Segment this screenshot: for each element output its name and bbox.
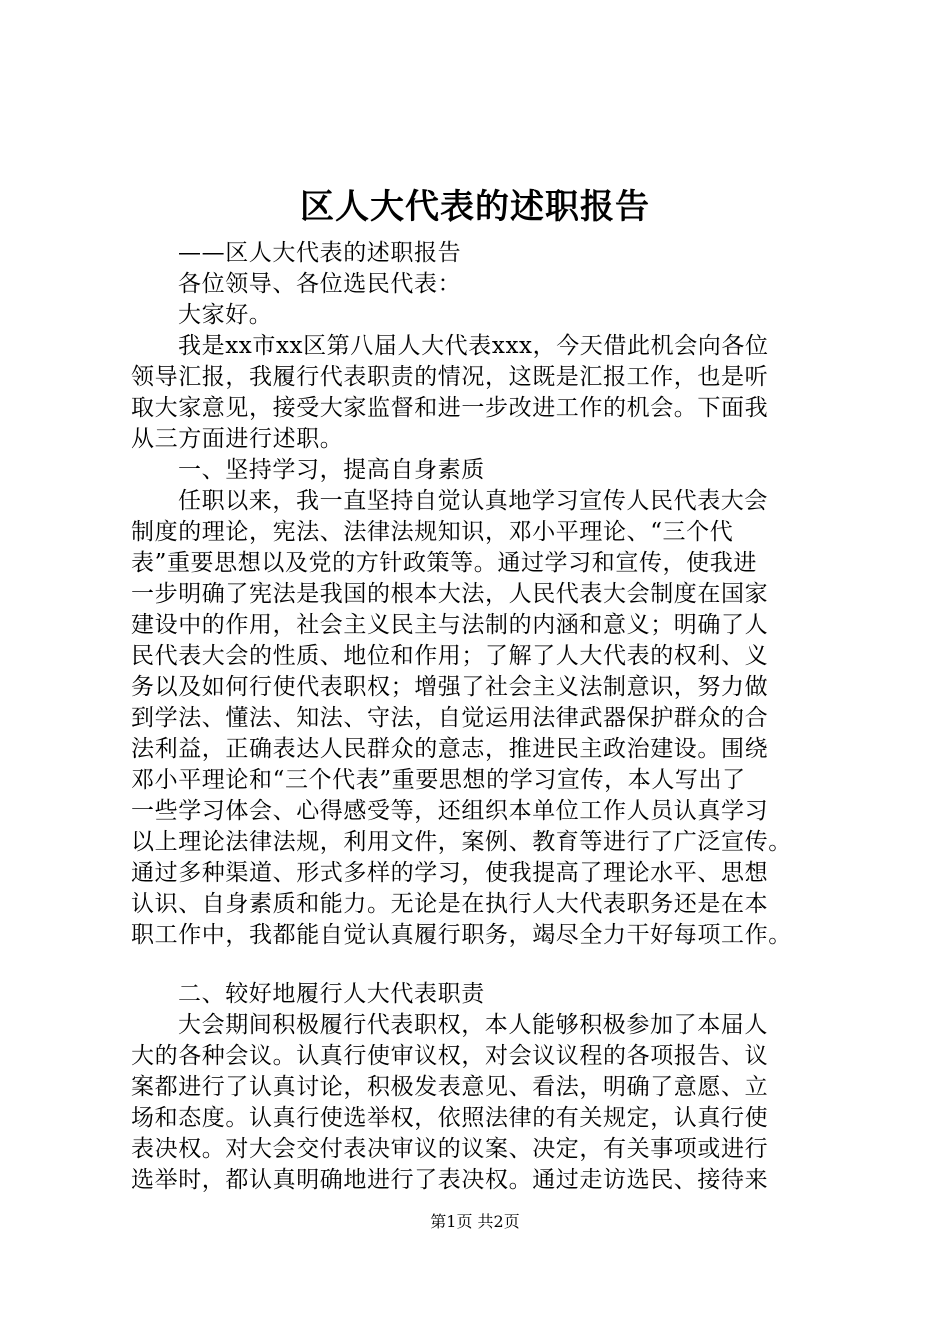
body-line: 认识、自身素质和能力。无论是在执行人大代表职务还是在本 xyxy=(131,891,769,917)
body-line: 取大家意见，接受大家监督和进一步改进工作的机会。下面我 xyxy=(131,395,769,421)
body-line: 一些学习体会、心得感受等，还组织本单位工作人员认真学习 xyxy=(131,798,769,824)
body-line: 法利益，正确表达人民群众的意志，推进民主政治建设。围绕 xyxy=(131,736,769,762)
body-line: 到学法、懂法、知法、守法，自觉运用法律武器保护群众的合 xyxy=(131,705,769,731)
body-line: 以上理论法律法规，利用文件，案例、教育等进行了广泛宣传。 xyxy=(131,829,792,855)
body-line: 建设中的作用，社会主义民主与法制的内涵和意义；明确了人 xyxy=(131,612,769,638)
body-line: 领导汇报，我履行代表职责的情况，这既是汇报工作，也是听 xyxy=(131,364,769,390)
document-title: 区人大代表的述职报告 xyxy=(300,187,650,227)
body-line: 任职以来，我一直坚持自觉认真地学习宣传人民代表大会 xyxy=(178,488,768,514)
section-heading: 一、坚持学习，提高自身素质 xyxy=(178,457,485,483)
greeting-line: 大家好。 xyxy=(178,302,273,328)
salutation-line: 各位领导、各位选民代表： xyxy=(178,271,462,297)
body-line: 表决权。对大会交付表决审议的议案、决定，有关事项或进行 xyxy=(131,1136,769,1162)
section-heading: 二、较好地履行人大代表职责 xyxy=(178,981,485,1007)
body-line: 通过多种渠道、形式多样的学习，使我提高了理论水平、思想 xyxy=(131,860,769,886)
body-line: 表”重要思想以及党的方针政策等。通过学习和宣传，使我进 xyxy=(131,550,757,576)
body-line: 制度的理论，宪法、法律法规知识，邓小平理论、“三个代 xyxy=(131,519,734,545)
subtitle-line: ——区人大代表的述职报告 xyxy=(178,240,462,266)
body-line: 大的各种会议。认真行使审议权，对会议议程的各项报告、议 xyxy=(131,1043,769,1069)
body-line: 务以及如何行使代表职权；增强了社会主义法制意识，努力做 xyxy=(131,674,769,700)
body-line: 场和态度。认真行使选举权，依照法律的有关规定，认真行使 xyxy=(131,1105,769,1131)
body-line: 民代表大会的性质、地位和作用；了解了人大代表的权利、义 xyxy=(131,643,769,669)
body-line: 选举时，都认真明确地进行了表决权。通过走访选民、接待来 xyxy=(131,1167,769,1193)
body-line: 职工作中，我都能自觉认真履行职务，竭尽全力干好每项工作。 xyxy=(131,922,792,948)
page-number-footer: 第1页 共2页 xyxy=(430,1212,520,1231)
body-line: 我是xx市xx区第八届人大代表xxx，今天借此机会向各位 xyxy=(178,333,769,359)
body-line: 从三方面进行述职。 xyxy=(131,426,344,452)
body-line: 一步明确了宪法是我国的根本大法，人民代表大会制度在国家 xyxy=(131,581,769,607)
body-line: 案都进行了认真讨论，积极发表意见、看法，明确了意愿、立 xyxy=(131,1074,769,1100)
body-line: 邓小平理论和“三个代表”重要思想的学习宣传，本人写出了 xyxy=(131,767,746,793)
body-line: 大会期间积极履行代表职权，本人能够积极参加了本届人 xyxy=(178,1012,768,1038)
